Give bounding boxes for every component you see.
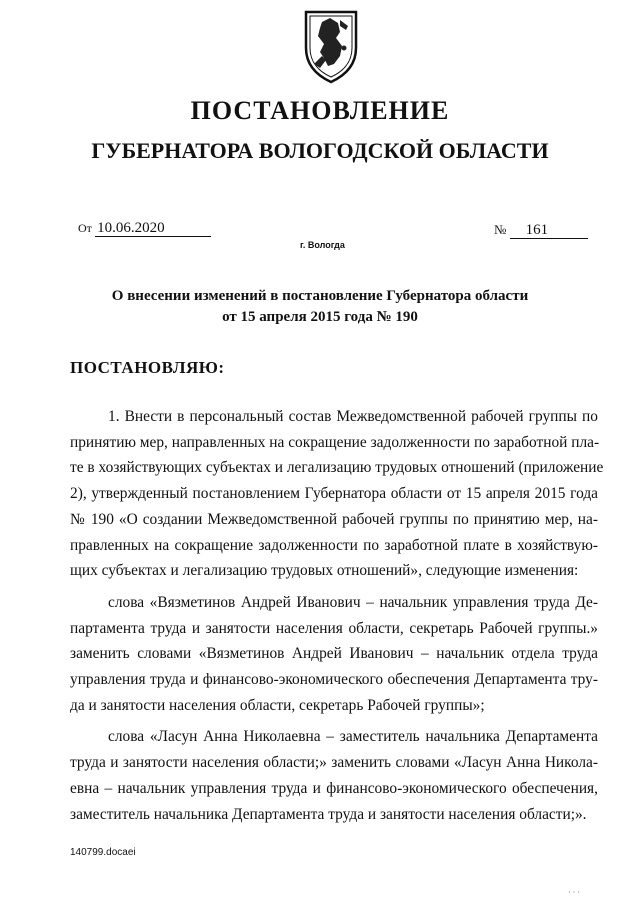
text-line: те в хозяйствующих субъектах и легализацию трудовых отношений (приложение xyxy=(70,459,604,477)
paragraph xyxy=(70,404,604,584)
decree-heading: ПОСТАНОВЛЯЮ: xyxy=(70,358,225,377)
text-line: да и занятости населения области, секретарь Рабочей группы»; xyxy=(70,696,485,714)
subject-line: от 15 апреля 2015 года № 190 xyxy=(222,309,418,325)
paragraph xyxy=(70,590,598,719)
date-field xyxy=(78,220,211,237)
text-line: 1. Внести в персональный состав Межведомственной рабочей группы по xyxy=(108,408,598,425)
text-line: 2), утвержденный постановлением Губернатора области от 15 апреля 2015 года xyxy=(70,485,598,503)
document-code: 140799.docaei xyxy=(70,847,136,858)
document-subject xyxy=(0,286,640,328)
city-label: г. Вологда xyxy=(300,240,345,250)
coat-of-arms-emblem xyxy=(300,8,362,84)
paragraph xyxy=(70,724,598,827)
subject-line: О внесении изменений в постановление Губернатора области xyxy=(111,288,529,304)
number-value: 161 xyxy=(510,222,588,239)
number-label: № xyxy=(494,222,507,237)
date-value: 10.06.2020 xyxy=(95,220,211,237)
text-line: заменить словами «Вязметинов Андрей Иванович – начальник отдела труда xyxy=(70,645,598,663)
text-line: заместитель начальника Департамента труда и занятости населения области;». xyxy=(70,805,587,823)
text-line: принятию мер, направленных на сокращение задолженности по заработной пла- xyxy=(70,433,600,451)
text-line: евна – начальник управления труда и финансово-экономического обеспечения, xyxy=(70,779,598,797)
text-line: слова «Вязметинов Андрей Иванович – начальник управления труда Де- xyxy=(108,593,598,611)
text-line: слова «Ласун Анна Николаевна – заместитель начальника Департамента xyxy=(108,728,598,746)
date-label: От xyxy=(78,221,92,235)
scan-mark: · · · xyxy=(568,888,580,897)
document-subtitle: ГУБЕРНАТОРА ВОЛОГОДСКОЙ ОБЛАСТИ xyxy=(91,138,549,163)
text-line: партамента труда и занятости населения области, секретарь Рабочей группы.» xyxy=(70,619,598,637)
text-line: № 190 «О создании Межведомственной рабочей группы по принятию мер, на- xyxy=(70,510,598,528)
text-line: труда и занятости населения области;» заменить словами «Ласун Анна Никола- xyxy=(70,754,598,772)
document-title: ПОСТАНОВЛЕНИЕ xyxy=(190,96,450,125)
document-body xyxy=(70,404,604,833)
number-field xyxy=(494,222,588,239)
text-line: щих субъектах и легализацию трудовых отношений», следующие изменения: xyxy=(70,562,579,580)
text-line: управления труда и финансово-экономического обеспечения Департамента тру- xyxy=(70,671,598,689)
text-line: правленных на сокращение задолженности по заработной плате в хозяйствую- xyxy=(70,536,598,554)
